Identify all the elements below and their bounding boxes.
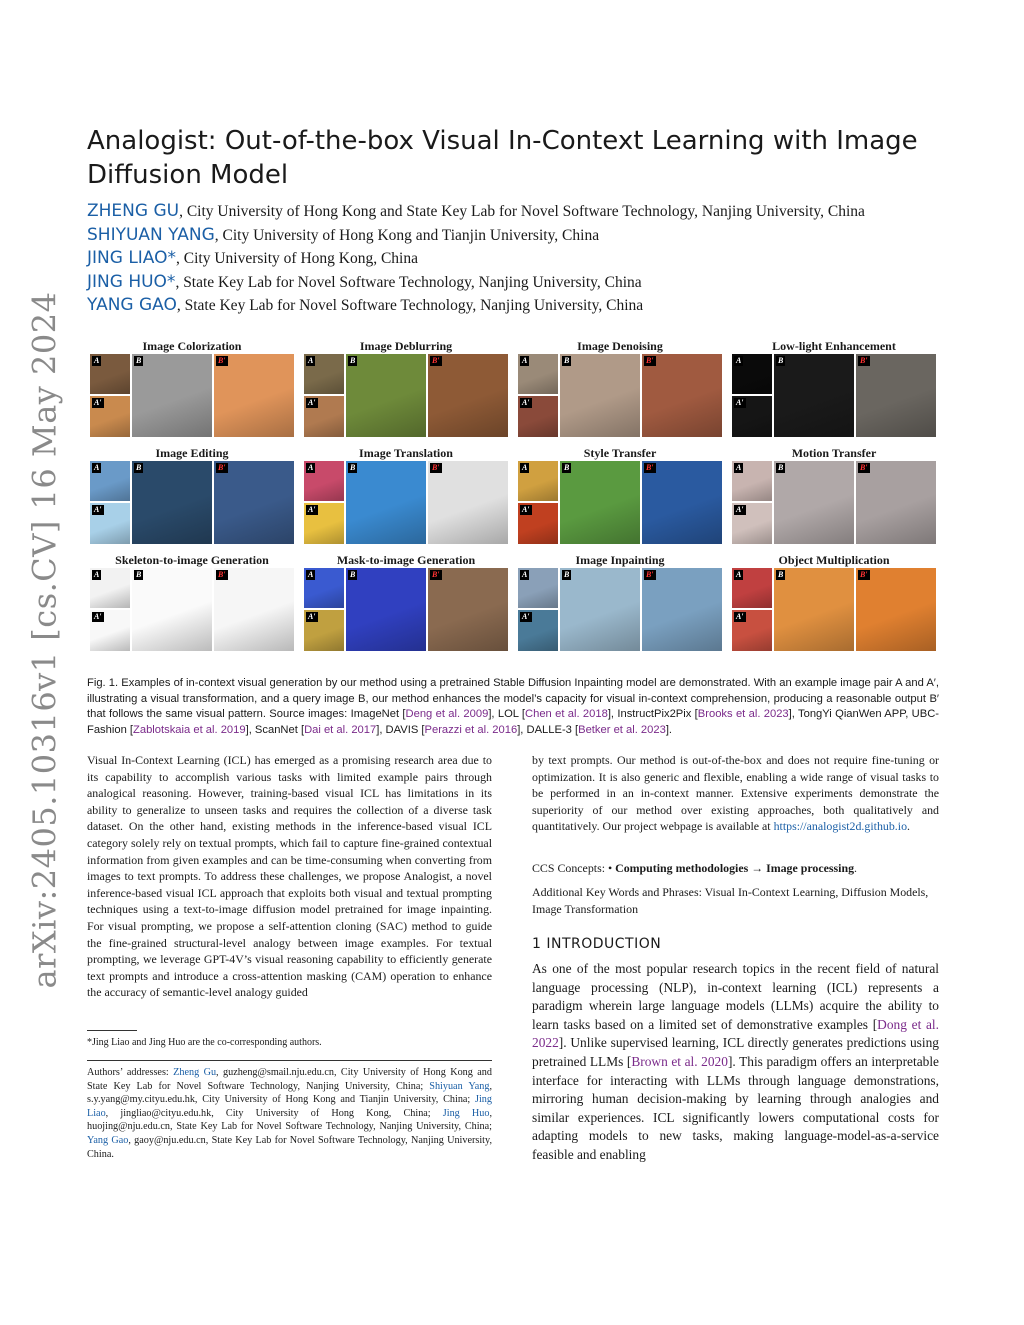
panel-title: Image Denoising	[577, 339, 663, 353]
figure-panel	[90, 445, 294, 544]
panel-image-b	[132, 568, 212, 651]
author-list	[87, 200, 967, 318]
author-link[interactable]: Zheng Gu	[173, 1067, 217, 1078]
author-affiliation: , City University of Hong Kong and State Key Lab for Novel Software Technology, Nanjing University, China	[179, 203, 865, 220]
citation-link[interactable]: Dai et al. 2017	[304, 723, 377, 736]
image-label: B	[564, 463, 570, 472]
panel-image-a	[90, 568, 130, 608]
citation-link[interactable]: Betker et al. 2023	[578, 723, 666, 736]
citation-link[interactable]: Chen et al. 2018	[525, 708, 608, 721]
figure-caption: Fig. 1. Examples of in-context visual generation by our method using a pretrained Stable Diffusion Inpainting model are demonstrated. With an example image pair A and A′, illustrating a visual transformation, and a query image B, our method enhances the model’s capacity for visual in-context comprehension, producing a reasonable output B′ that follows the same visual pattern. Source images: ImageNet [Deng et al. 2009], LOL [Chen et al. 2018], InstructPix2Pix [Brooks et al. 2023], TongYi QianWen APP, UBC-Fashion [Zablotskaia et al. 2019], ScanNet [Dai et al. 2017], DAVIS [Perazzi et al. 2016], DALLE-3 [Betker et al. 2023].	[87, 677, 939, 736]
panel-image-a	[304, 354, 344, 394]
panel-images	[518, 354, 722, 437]
paper-title: Analogist: Out-of-the-box Visual In-Context Learning with Image Diffusion Model	[87, 126, 918, 190]
image-label: A	[308, 570, 314, 579]
panel-image-a2	[732, 503, 772, 544]
image-label: B′	[646, 356, 654, 365]
author-affiliation: , State Key Lab for Novel Software Technology, Nanjing University, China	[175, 273, 642, 291]
figure-1	[90, 338, 938, 630]
panel-image-b2	[642, 461, 722, 544]
image-label: A′	[308, 612, 316, 621]
panel-image-a2	[304, 503, 344, 544]
image-label: B	[136, 570, 142, 579]
author-link[interactable]: Jing Liao	[87, 1094, 492, 1119]
figure-panel	[518, 445, 722, 544]
panel-images	[90, 568, 294, 651]
author-link[interactable]: Shiyuan Yang	[429, 1080, 490, 1092]
panel-image-b2	[214, 568, 294, 651]
image-label: B′	[218, 570, 226, 579]
panel-image-b2	[642, 568, 722, 651]
author-link[interactable]: Jing Huo	[442, 1107, 490, 1119]
image-label: B′	[432, 570, 440, 579]
panel-image-a2	[90, 610, 130, 651]
author-name[interactable]: ZHENG GU	[87, 201, 180, 221]
panel-images	[732, 461, 936, 544]
image-label: B	[350, 463, 356, 472]
panel-image-b2	[856, 461, 936, 544]
panel-image-b	[560, 354, 640, 437]
figure-panel	[732, 338, 936, 437]
panel-title: Skeleton-to-image Generation	[115, 553, 269, 567]
panel-image-a	[518, 568, 558, 608]
image-label: B	[136, 356, 142, 365]
image-label: A′	[522, 612, 530, 621]
footnote: *Jing Liao and Jing Huo are the co-corresponding authors.	[87, 1037, 322, 1048]
image-label: A′	[736, 612, 744, 621]
panel-title: Image Editing	[155, 446, 229, 460]
author-line	[87, 247, 967, 271]
panel-images	[90, 354, 294, 437]
image-label: B′	[646, 463, 654, 472]
panel-image-b2	[428, 568, 508, 651]
panel-image-a2	[304, 396, 344, 437]
figure-panel	[304, 552, 508, 651]
image-label: B	[564, 356, 570, 365]
panel-images	[732, 568, 936, 651]
introduction-text: As one of the most popular research topics in the recent field of natural language processing (NLP), in-context learning (ICL) represents a paradigm wherein large language models (LLMs) acquire the ability to learn tasks based on a limited set of demonstrative examples [Dong et al. 2022]. Unlike supervised learning, ICL directly generates predictions using pretrained LLMs [Brown et al. 2020]. This paradigm offers an interpretable interface for interacting with LLMs through language demonstrations, mirroring human decision-making by learning through analogies and similar experiences. ICL significantly lowers computational costs for adapting models to new tasks, making language-model-as-a-service feasible and enabling	[532, 961, 939, 1162]
image-label: B′	[218, 463, 226, 472]
author-name[interactable]: YANG GAO	[87, 295, 177, 315]
author-name[interactable]: JING HUO*	[87, 271, 176, 292]
panel-title: Object Multiplication	[778, 553, 890, 567]
image-label: B′	[432, 356, 440, 365]
image-label: B	[350, 356, 356, 365]
figure-panel	[732, 445, 936, 544]
panel-image-a	[732, 461, 772, 501]
image-label: A	[522, 463, 528, 472]
address-rule	[87, 1060, 492, 1061]
panel-image-b2	[642, 354, 722, 437]
panel-image-b2	[856, 354, 936, 437]
figure-panel	[732, 552, 936, 651]
panel-image-b	[774, 568, 854, 651]
author-line	[87, 200, 967, 224]
footnote-rule	[87, 1030, 137, 1031]
image-label: B	[778, 570, 784, 579]
panel-title: Motion Transfer	[791, 446, 877, 460]
image-label: A	[94, 463, 100, 472]
panel-image-a	[518, 461, 558, 501]
author-link[interactable]: Yang Gao	[87, 1134, 129, 1146]
panel-image-a	[90, 354, 130, 394]
panel-image-a2	[518, 396, 558, 437]
image-label: B′	[860, 570, 868, 579]
image-label: B	[564, 570, 570, 579]
figure-panel	[518, 552, 722, 651]
abstract-right: by text prompts. Our method is out-of-the-box and does not require fine-tuning or optimization. It is also generic and flexible, enabling a wide range of visual tasks to be performed in an in-context manner. Extensive experiments demonstrate the superiority of our method over existing approaches, both qualitatively and quantitatively. Our project webpage is available at https://analogist2d.github.io.	[532, 753, 939, 834]
image-label: A	[522, 356, 528, 365]
image-label: A′	[736, 398, 744, 407]
image-label: B	[778, 463, 784, 472]
panel-title: Image Inpainting	[575, 553, 665, 567]
abstract-left: Visual In-Context Learning (ICL) has emerged as a promising research area due to its capability to accomplish various tasks with limited example pairs through analogical reasoning. However, training-based visual ICL has limitations in its ability to generalize to unseen tasks and requires the collection of a diverse task dataset. On the other hand, existing methods in the inference-based visual ICL category solely rely on textual prompts, which fail to capture fine-grained contextual information from given examples and can be time-consuming when converting from images to text prompts. To address these challenges, we propose Analogist, a novel inference-based visual ICL approach that exploits both visual and textual prompting techniques using a text-to-image diffusion model pretrained for image inpainting. For visual prompting, we propose a self-attention cloning (SAC) method to guide the fine-grained structural-level analogy between image examples. For textual prompting, we leverage GPT-4V’s visual reasoning capability to efficiently generate text prompts and introduce a cross-attention masking (CAM) operation to enhance the accuracy of semantic-level analogy guided	[87, 753, 492, 1000]
keywords: Additional Key Words and Phrases: Visual In-Context Learning, Diffusion Models, Image Transformation	[532, 885, 929, 916]
image-label: A	[736, 570, 742, 579]
panel-image-b	[132, 461, 212, 544]
panel-image-a2	[304, 610, 344, 651]
citation-link[interactable]: Brooks et al. 2023	[697, 708, 789, 721]
panel-title: Image Translation	[359, 446, 453, 460]
image-label: B′	[432, 463, 440, 472]
panel-image-a2	[90, 396, 130, 437]
panel-image-b	[774, 354, 854, 437]
citation-link[interactable]: Dong et al. 2022	[532, 1016, 939, 1051]
author-line	[87, 294, 967, 318]
figure-panel	[90, 552, 294, 651]
image-label: A′	[522, 505, 530, 514]
image-label: A	[94, 570, 100, 579]
author-affiliation: , City University of Hong Kong and Tianjin University, China	[214, 226, 600, 244]
image-label: A′	[94, 398, 102, 407]
panel-title: Style Transfer	[583, 446, 657, 460]
image-label: B′	[646, 570, 654, 579]
author-name[interactable]: SHIYUAN YANG	[87, 224, 215, 245]
image-label: A′	[94, 505, 102, 514]
panel-image-a	[732, 354, 772, 394]
author-name[interactable]: JING LIAO*	[87, 248, 177, 268]
image-label: B	[350, 570, 356, 579]
author-affiliation: , City University of Hong Kong, China	[176, 250, 418, 267]
project-url-link[interactable]: https://analogist2d.github.io	[773, 819, 908, 834]
author-line	[87, 224, 967, 248]
panel-image-a2	[518, 610, 558, 651]
image-label: A	[522, 570, 528, 579]
image-label: A′	[522, 398, 530, 407]
panel-image-b2	[214, 354, 294, 437]
author-addresses: Authors’ addresses: Zheng Gu, guzheng@smail.nju.edu.cn, City University of Hong Kong and State Key Lab for Novel Software Technology, Nanjing University, China; Shiyuan Yang, s.y.yang@my.cityu.edu.hk, City University of Hong Kong and Tianjin University, China; Jing Liao, jingliao@cityu.edu.hk, City University of Hong Kong, China; Jing Huo, huojing@nju.edu.cn, State Key Lab for Novel Software Technology, Nanjing University, China; Yang Gao, gaoy@nju.edu.cn, State Key Lab for Novel Software Technology, Nanjing University, China.	[87, 1067, 492, 1160]
panel-image-a	[732, 568, 772, 608]
panel-image-a2	[90, 503, 130, 544]
image-label: A′	[94, 612, 102, 621]
image-label: A′	[736, 505, 744, 514]
panel-images	[304, 354, 508, 437]
panel-title: Image Colorization	[142, 339, 242, 353]
panel-images	[732, 354, 936, 437]
panel-image-a2	[732, 610, 772, 651]
panel-image-b2	[856, 568, 936, 651]
panel-image-a	[304, 568, 344, 608]
author-line	[87, 271, 967, 295]
image-label: A	[736, 356, 742, 365]
panel-images	[304, 568, 508, 651]
panel-images	[90, 461, 294, 544]
panel-images	[304, 461, 508, 544]
figure-panel	[90, 338, 294, 437]
panel-image-a2	[732, 396, 772, 437]
panel-image-b2	[214, 461, 294, 544]
figure-panel	[518, 338, 722, 437]
image-label: A	[736, 463, 742, 472]
image-label: B′	[860, 463, 868, 472]
panel-image-a2	[518, 503, 558, 544]
author-affiliation: , State Key Lab for Novel Software Technology, Nanjing University, China	[176, 297, 644, 314]
panel-image-b	[346, 568, 426, 651]
image-label: B′	[860, 356, 868, 365]
image-label: B	[778, 356, 784, 365]
citation-link[interactable]: Brown et al. 2020	[631, 1053, 728, 1069]
image-label: B′	[218, 356, 226, 365]
image-label: A′	[308, 505, 316, 514]
panel-image-a	[518, 354, 558, 394]
image-label: A	[94, 356, 100, 365]
panel-image-b	[346, 354, 426, 437]
panel-title: Mask-to-image Generation	[336, 553, 476, 567]
arxiv-stamp: arXiv:2405.10316v1 [cs.CV] 16 May 2024	[25, 291, 63, 989]
panel-image-b	[560, 568, 640, 651]
panel-images	[518, 461, 722, 544]
panel-title: Low-light Enhancement	[772, 339, 896, 353]
image-label: A	[308, 356, 314, 365]
panel-image-a	[304, 461, 344, 501]
panel-image-b	[346, 461, 426, 544]
figure-panel	[304, 338, 508, 437]
panel-image-b2	[428, 461, 508, 544]
image-label: A′	[308, 398, 316, 407]
panel-image-a	[90, 461, 130, 501]
citation-link[interactable]: Deng et al. 2009	[405, 708, 489, 721]
panel-images	[518, 568, 722, 651]
panel-image-b	[774, 461, 854, 544]
citation-link[interactable]: Perazzi et al. 2016	[424, 723, 518, 736]
panel-title: Image Deblurring	[359, 339, 453, 353]
figure-panel	[304, 445, 508, 544]
citation-link[interactable]: Zablotskaia et al. 2019	[133, 723, 246, 736]
panel-image-b	[132, 354, 212, 437]
panel-image-b	[560, 461, 640, 544]
image-label: B	[136, 463, 142, 472]
image-label: A	[308, 463, 314, 472]
section-heading: 1 INTRODUCTION	[532, 936, 662, 952]
ccs-concepts: CCS Concepts: • Computing methodologies → Image processing.	[532, 861, 858, 875]
panel-image-b2	[428, 354, 508, 437]
